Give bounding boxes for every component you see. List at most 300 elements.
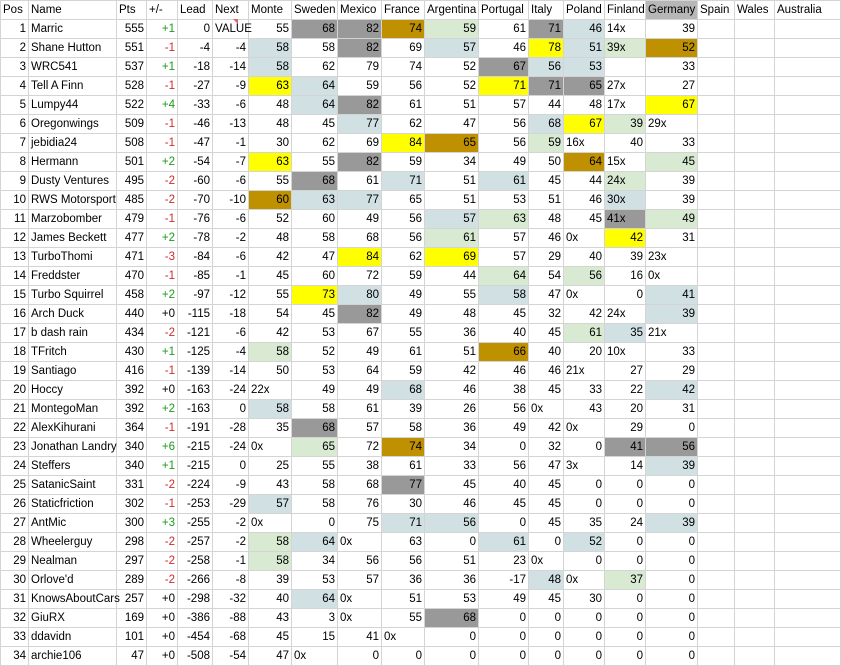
cell-next[interactable]: -6 [213,324,249,343]
cell-pos[interactable]: 2 [1,39,29,58]
cell-pts[interactable]: 47 [117,647,147,666]
cell-wales[interactable] [735,609,775,628]
cell-pts[interactable]: 364 [117,419,147,438]
header-monte[interactable]: Monte [249,1,292,20]
cell-spain[interactable] [698,438,735,457]
cell-finland[interactable]: 15x [605,153,646,172]
cell-wales[interactable] [735,343,775,362]
cell-spain[interactable] [698,267,735,286]
cell-change[interactable]: +2 [147,153,178,172]
cell-pts[interactable]: 471 [117,248,147,267]
cell-portugal[interactable]: 0 [479,609,529,628]
cell-lead[interactable]: -258 [178,552,213,571]
cell-argentina[interactable]: 51 [425,552,479,571]
cell-spain[interactable] [698,571,735,590]
cell-wales[interactable] [735,381,775,400]
cell-poland[interactable]: 20 [564,343,605,362]
cell-monte[interactable]: 58 [249,552,292,571]
cell-france[interactable]: 59 [382,267,425,286]
cell-italy[interactable]: 48 [529,571,564,590]
cell-monte[interactable]: 52 [249,210,292,229]
cell-change[interactable]: -1 [147,419,178,438]
header-argentina[interactable]: Argentina [425,1,479,20]
cell-germany[interactable]: 0 [646,609,698,628]
cell-france[interactable]: 71 [382,172,425,191]
cell-lead[interactable]: -115 [178,305,213,324]
cell-pts[interactable]: 101 [117,628,147,647]
cell-finland[interactable]: 16 [605,267,646,286]
cell-italy[interactable]: 46 [529,229,564,248]
cell-portugal[interactable]: 0 [479,628,529,647]
cell-portugal[interactable]: 46 [479,362,529,381]
cell-poland[interactable]: 46 [564,20,605,39]
cell-portugal[interactable]: 40 [479,476,529,495]
cell-france[interactable]: 63 [382,533,425,552]
cell-argentina[interactable]: 51 [425,191,479,210]
cell-change[interactable]: +2 [147,286,178,305]
cell-portugal[interactable]: 61 [479,172,529,191]
cell-germany[interactable]: 31 [646,400,698,419]
cell-france[interactable]: 74 [382,438,425,457]
cell-name[interactable]: Staticfriction [29,495,117,514]
cell-italy[interactable]: 32 [529,305,564,324]
header-pts[interactable]: Pts [117,1,147,20]
cell-france[interactable]: 59 [382,362,425,381]
cell-wales[interactable] [735,77,775,96]
cell-name[interactable]: Lumpy44 [29,96,117,115]
cell-australia[interactable] [775,571,841,590]
cell-sweden[interactable]: 68 [292,419,338,438]
cell-change[interactable]: -1 [147,115,178,134]
cell-pts[interactable]: 470 [117,267,147,286]
cell-next[interactable]: -7 [213,153,249,172]
cell-name[interactable]: Orlove'd [29,571,117,590]
cell-next[interactable]: -6 [213,210,249,229]
cell-germany[interactable]: 0 [646,552,698,571]
cell-pts[interactable]: 289 [117,571,147,590]
cell-change[interactable]: +2 [147,229,178,248]
cell-sweden[interactable]: 58 [292,39,338,58]
cell-portugal[interactable]: 38 [479,381,529,400]
cell-change[interactable]: -1 [147,39,178,58]
cell-germany[interactable]: 49 [646,210,698,229]
cell-pos[interactable]: 20 [1,381,29,400]
cell-portugal[interactable]: 56 [479,134,529,153]
cell-monte[interactable]: 58 [249,533,292,552]
cell-lead[interactable]: -386 [178,609,213,628]
cell-pts[interactable]: 392 [117,381,147,400]
cell-germany[interactable]: 33 [646,58,698,77]
cell-sweden[interactable]: 60 [292,210,338,229]
cell-finland[interactable]: 24x [605,172,646,191]
cell-name[interactable]: Jonathan Landry [29,438,117,457]
cell-sweden[interactable]: 64 [292,590,338,609]
cell-next[interactable]: -2 [213,229,249,248]
cell-germany[interactable]: 21x [646,324,698,343]
cell-lead[interactable]: -163 [178,400,213,419]
cell-spain[interactable] [698,286,735,305]
cell-sweden[interactable]: 34 [292,552,338,571]
cell-change[interactable]: +1 [147,20,178,39]
cell-pos[interactable]: 4 [1,77,29,96]
cell-spain[interactable] [698,96,735,115]
cell-france[interactable]: 61 [382,96,425,115]
header-change[interactable]: +/- [147,1,178,20]
cell-mexico[interactable]: 68 [338,229,382,248]
cell-germany[interactable]: 39 [646,305,698,324]
cell-france[interactable]: 55 [382,609,425,628]
cell-australia[interactable] [775,115,841,134]
cell-change[interactable]: +0 [147,647,178,666]
cell-wales[interactable] [735,400,775,419]
cell-finland[interactable]: 0 [605,628,646,647]
cell-mexico[interactable]: 59 [338,77,382,96]
cell-australia[interactable] [775,438,841,457]
cell-france[interactable]: 49 [382,286,425,305]
header-wales[interactable]: Wales [735,1,775,20]
cell-pos[interactable]: 13 [1,248,29,267]
cell-name[interactable]: Freddster [29,267,117,286]
cell-mexico[interactable]: 38 [338,457,382,476]
cell-sweden[interactable]: 53 [292,324,338,343]
cell-poland[interactable]: 52 [564,533,605,552]
cell-germany[interactable]: 0 [646,647,698,666]
cell-monte[interactable]: 43 [249,609,292,628]
cell-finland[interactable]: 30x [605,191,646,210]
cell-germany[interactable]: 33 [646,343,698,362]
cell-spain[interactable] [698,419,735,438]
cell-portugal[interactable]: 57 [479,96,529,115]
cell-finland[interactable]: 22 [605,381,646,400]
cell-argentina[interactable]: 68 [425,609,479,628]
cell-lead[interactable]: -255 [178,514,213,533]
cell-monte[interactable]: 35 [249,419,292,438]
cell-pts[interactable]: 257 [117,590,147,609]
cell-france[interactable]: 61 [382,457,425,476]
cell-spain[interactable] [698,381,735,400]
cell-portugal[interactable]: 45 [479,305,529,324]
cell-italy[interactable]: 0 [529,647,564,666]
cell-poland[interactable]: 64 [564,153,605,172]
cell-mexico[interactable]: 49 [338,381,382,400]
cell-name[interactable]: RWS Motorsport [29,191,117,210]
cell-mexico[interactable]: 49 [338,343,382,362]
cell-next[interactable]: -32 [213,590,249,609]
cell-change[interactable]: -1 [147,267,178,286]
cell-wales[interactable] [735,305,775,324]
cell-next[interactable]: -1 [213,267,249,286]
cell-pts[interactable]: 440 [117,305,147,324]
cell-pos[interactable]: 34 [1,647,29,666]
cell-name[interactable]: Steffers [29,457,117,476]
cell-australia[interactable] [775,134,841,153]
cell-spain[interactable] [698,229,735,248]
cell-mexico[interactable]: 49 [338,210,382,229]
cell-italy[interactable]: 48 [529,210,564,229]
cell-wales[interactable] [735,20,775,39]
cell-sweden[interactable]: 3 [292,609,338,628]
cell-poland[interactable]: 0 [564,552,605,571]
cell-argentina[interactable]: 48 [425,305,479,324]
cell-monte[interactable]: 45 [249,267,292,286]
cell-france[interactable]: 58 [382,419,425,438]
cell-name[interactable]: TFritch [29,343,117,362]
cell-australia[interactable] [775,305,841,324]
cell-monte[interactable]: 48 [249,229,292,248]
cell-sweden[interactable]: 45 [292,115,338,134]
cell-poland[interactable]: 0 [564,628,605,647]
cell-spain[interactable] [698,476,735,495]
cell-germany[interactable]: 0 [646,571,698,590]
cell-next[interactable]: -4 [213,343,249,362]
cell-wales[interactable] [735,514,775,533]
cell-australia[interactable] [775,647,841,666]
cell-australia[interactable] [775,77,841,96]
cell-next[interactable]: 0 [213,457,249,476]
cell-mexico[interactable]: 0x [338,533,382,552]
cell-poland[interactable]: 67 [564,115,605,134]
cell-pts[interactable]: 340 [117,438,147,457]
cell-change[interactable]: +0 [147,305,178,324]
cell-spain[interactable] [698,552,735,571]
cell-change[interactable]: +0 [147,609,178,628]
cell-france[interactable]: 62 [382,115,425,134]
cell-wales[interactable] [735,229,775,248]
cell-portugal[interactable]: 56 [479,400,529,419]
cell-next[interactable]: -6 [213,96,249,115]
cell-name[interactable]: Turbo Squirrel [29,286,117,305]
cell-italy[interactable]: 29 [529,248,564,267]
cell-portugal[interactable]: 67 [479,58,529,77]
cell-portugal[interactable]: 64 [479,267,529,286]
cell-wales[interactable] [735,324,775,343]
cell-argentina[interactable]: 34 [425,153,479,172]
cell-mexico[interactable]: 75 [338,514,382,533]
cell-pts[interactable]: 528 [117,77,147,96]
cell-france[interactable]: 68 [382,381,425,400]
cell-name[interactable]: Marric [29,20,117,39]
cell-spain[interactable] [698,343,735,362]
cell-monte[interactable]: 43 [249,476,292,495]
cell-australia[interactable] [775,400,841,419]
cell-wales[interactable] [735,115,775,134]
cell-spain[interactable] [698,58,735,77]
cell-italy[interactable]: 0 [529,609,564,628]
cell-wales[interactable] [735,476,775,495]
cell-sweden[interactable]: 53 [292,362,338,381]
cell-finland[interactable]: 27 [605,362,646,381]
cell-pos[interactable]: 18 [1,343,29,362]
cell-germany[interactable]: 31 [646,229,698,248]
cell-sweden[interactable]: 64 [292,77,338,96]
cell-pts[interactable]: 458 [117,286,147,305]
cell-change[interactable]: -1 [147,210,178,229]
cell-lead[interactable]: -33 [178,96,213,115]
cell-name[interactable]: Hermann [29,153,117,172]
cell-monte[interactable]: 48 [249,96,292,115]
cell-change[interactable]: +3 [147,514,178,533]
cell-poland[interactable]: 48 [564,96,605,115]
cell-name[interactable]: AlexKihurani [29,419,117,438]
cell-change[interactable]: +1 [147,343,178,362]
cell-lead[interactable]: -84 [178,248,213,267]
cell-australia[interactable] [775,191,841,210]
cell-poland[interactable]: 56 [564,267,605,286]
cell-mexico[interactable]: 72 [338,438,382,457]
cell-france[interactable]: 56 [382,552,425,571]
cell-portugal[interactable]: 58 [479,286,529,305]
cell-pos[interactable]: 17 [1,324,29,343]
cell-pos[interactable]: 30 [1,571,29,590]
cell-spain[interactable] [698,647,735,666]
cell-poland[interactable]: 51 [564,39,605,58]
cell-monte[interactable]: 42 [249,248,292,267]
cell-lead[interactable]: -85 [178,267,213,286]
cell-australia[interactable] [775,362,841,381]
header-italy[interactable]: Italy [529,1,564,20]
cell-italy[interactable]: 47 [529,286,564,305]
cell-pts[interactable]: 297 [117,552,147,571]
cell-argentina[interactable]: 45 [425,476,479,495]
header-name[interactable]: Name [29,1,117,20]
cell-argentina[interactable]: 26 [425,400,479,419]
cell-next[interactable]: -6 [213,172,249,191]
cell-pos[interactable]: 9 [1,172,29,191]
cell-portugal[interactable]: 49 [479,153,529,172]
cell-poland[interactable]: 0x [564,286,605,305]
cell-spain[interactable] [698,115,735,134]
cell-portugal[interactable]: 61 [479,20,529,39]
cell-lead[interactable]: -257 [178,533,213,552]
cell-sweden[interactable]: 63 [292,191,338,210]
header-mexico[interactable]: Mexico [338,1,382,20]
cell-argentina[interactable]: 53 [425,590,479,609]
cell-germany[interactable]: 52 [646,39,698,58]
header-france[interactable]: France [382,1,425,20]
cell-italy[interactable]: 68 [529,115,564,134]
cell-finland[interactable]: 39 [605,115,646,134]
cell-pts[interactable]: 302 [117,495,147,514]
cell-wales[interactable] [735,647,775,666]
cell-lead[interactable]: -139 [178,362,213,381]
cell-change[interactable]: -1 [147,134,178,153]
cell-portugal[interactable]: 49 [479,419,529,438]
cell-italy[interactable]: 0x [529,400,564,419]
cell-spain[interactable] [698,39,735,58]
cell-germany[interactable]: 0x [646,267,698,286]
cell-australia[interactable] [775,609,841,628]
cell-poland[interactable]: 30 [564,590,605,609]
cell-mexico[interactable]: 41 [338,628,382,647]
cell-mexico[interactable]: 76 [338,495,382,514]
cell-sweden[interactable]: 0 [292,514,338,533]
cell-lead[interactable]: -4 [178,39,213,58]
cell-france[interactable]: 56 [382,229,425,248]
cell-lead[interactable]: -76 [178,210,213,229]
cell-change[interactable]: -1 [147,77,178,96]
cell-pos[interactable]: 21 [1,400,29,419]
cell-france[interactable]: 36 [382,571,425,590]
cell-portugal[interactable]: 0 [479,438,529,457]
cell-sweden[interactable]: 58 [292,495,338,514]
cell-mexico[interactable]: 82 [338,39,382,58]
cell-pos[interactable]: 23 [1,438,29,457]
cell-france[interactable]: 61 [382,343,425,362]
cell-monte[interactable]: 55 [249,172,292,191]
cell-next[interactable]: -2 [213,514,249,533]
cell-pos[interactable]: 26 [1,495,29,514]
cell-poland[interactable]: 0x [564,229,605,248]
cell-next[interactable]: -9 [213,77,249,96]
cell-pos[interactable]: 32 [1,609,29,628]
cell-monte[interactable]: 47 [249,647,292,666]
cell-mexico[interactable]: 77 [338,191,382,210]
cell-poland[interactable]: 3x [564,457,605,476]
cell-argentina[interactable]: 36 [425,571,479,590]
cell-germany[interactable]: 45 [646,153,698,172]
cell-wales[interactable] [735,495,775,514]
cell-portugal[interactable]: 40 [479,324,529,343]
cell-lead[interactable]: -224 [178,476,213,495]
cell-italy[interactable]: 0 [529,533,564,552]
cell-poland[interactable]: 16x [564,134,605,153]
cell-sweden[interactable]: 65 [292,438,338,457]
cell-wales[interactable] [735,267,775,286]
cell-name[interactable]: ddavidn [29,628,117,647]
cell-poland[interactable]: 45 [564,210,605,229]
cell-france[interactable]: 39 [382,400,425,419]
cell-sweden[interactable]: 64 [292,96,338,115]
cell-italy[interactable]: 45 [529,324,564,343]
cell-australia[interactable] [775,96,841,115]
cell-france[interactable]: 0x [382,628,425,647]
cell-finland[interactable]: 0 [605,552,646,571]
cell-france[interactable]: 49 [382,305,425,324]
cell-australia[interactable] [775,210,841,229]
cell-pos[interactable]: 7 [1,134,29,153]
cell-mexico[interactable]: 0 [338,647,382,666]
cell-pos[interactable]: 5 [1,96,29,115]
cell-pts[interactable]: 331 [117,476,147,495]
cell-argentina[interactable]: 0 [425,628,479,647]
cell-pts[interactable]: 477 [117,229,147,248]
cell-portugal[interactable]: 61 [479,533,529,552]
cell-argentina[interactable]: 0 [425,533,479,552]
cell-lead[interactable]: 0 [178,20,213,39]
cell-change[interactable]: -3 [147,248,178,267]
cell-pos[interactable]: 8 [1,153,29,172]
cell-finland[interactable]: 24 [605,514,646,533]
cell-name[interactable]: WRC541 [29,58,117,77]
cell-poland[interactable]: 65 [564,77,605,96]
cell-pts[interactable]: 430 [117,343,147,362]
cell-italy[interactable]: 50 [529,153,564,172]
cell-next[interactable]: -8 [213,571,249,590]
cell-pos[interactable]: 29 [1,552,29,571]
cell-portugal[interactable]: 0 [479,647,529,666]
cell-germany[interactable]: 0 [646,628,698,647]
cell-monte[interactable]: 55 [249,286,292,305]
cell-pts[interactable]: 551 [117,39,147,58]
cell-pts[interactable]: 485 [117,191,147,210]
cell-italy[interactable]: 56 [529,58,564,77]
cell-monte[interactable]: 60 [249,191,292,210]
cell-change[interactable]: +2 [147,400,178,419]
cell-name[interactable]: archie106 [29,647,117,666]
cell-australia[interactable] [775,381,841,400]
cell-italy[interactable]: 46 [529,362,564,381]
cell-next[interactable]: -9 [213,476,249,495]
